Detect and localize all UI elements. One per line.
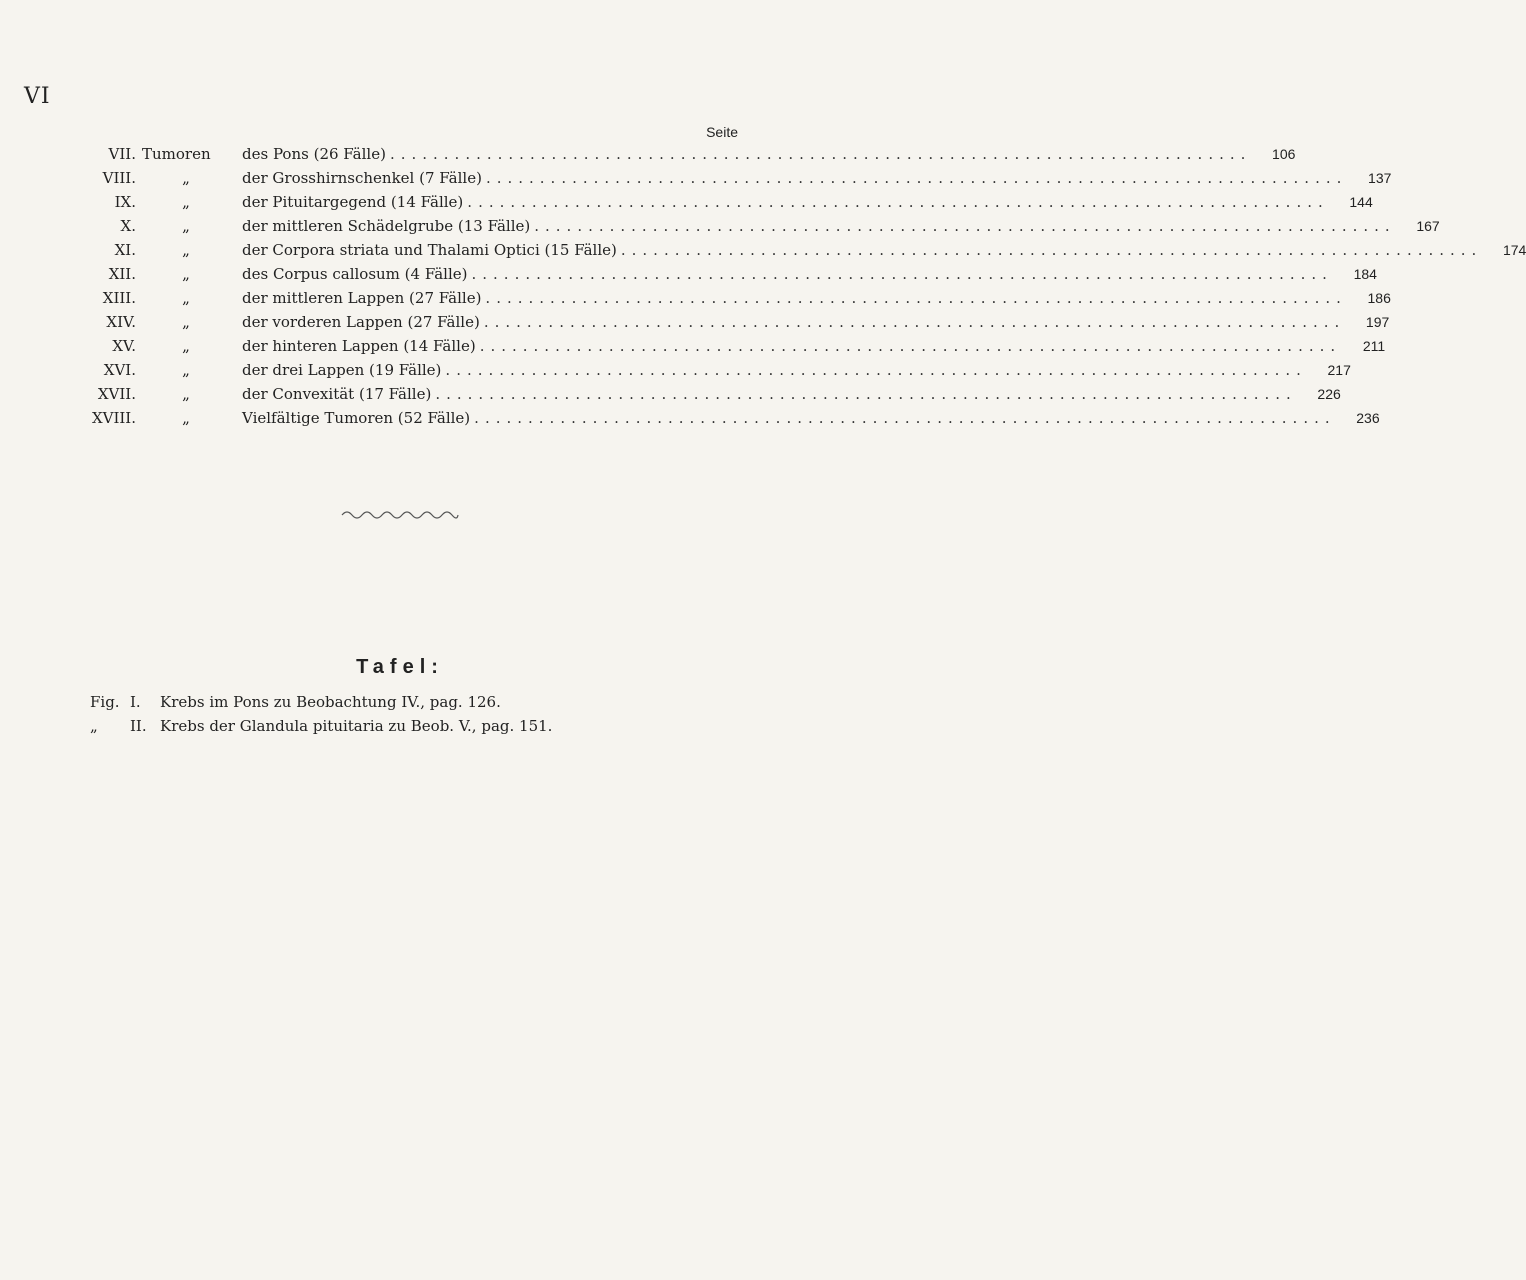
toc-number: XI. (114, 241, 136, 259)
toc-row (62, 262, 1377, 286)
toc-page-number: 186 (1367, 290, 1391, 306)
toc-prefix: „ (182, 313, 190, 331)
page-number: VI (24, 84, 51, 109)
figure-label: Fig. (90, 693, 120, 711)
tafel-heading: Tafel: (356, 656, 444, 678)
toc-prefix: Tumoren (142, 145, 211, 163)
figure-list (90, 690, 552, 738)
toc-page-number: 197 (1365, 314, 1390, 330)
toc-page-number: 184 (1353, 266, 1377, 282)
toc-prefix: „ (182, 217, 190, 235)
toc-title: der vorderen Lappen (27 Fälle) (242, 313, 480, 331)
toc-number: XIV. (106, 313, 136, 331)
toc-row (62, 406, 1380, 430)
toc-prefix: „ (182, 385, 190, 403)
toc-number: XIII. (102, 289, 136, 307)
toc-page-number: 137 (1368, 170, 1392, 186)
figure-caption: Krebs im Pons zu Beobachtung IV., pag. 126. (160, 693, 501, 711)
figure-number: II. (130, 717, 147, 735)
toc-number: X. (120, 217, 136, 235)
toc-title: der Pituitargegend (14 Fälle) (242, 193, 464, 211)
toc-page-number: 106 (1272, 146, 1296, 162)
toc-title: des Pons (26 Fälle) (242, 145, 386, 163)
toc-row (62, 286, 1391, 310)
toc-row (62, 310, 1390, 334)
toc-page-number: 167 (1416, 218, 1440, 234)
toc-prefix: „ (182, 409, 190, 427)
dot-leader: ................................................................................ (485, 289, 1347, 307)
dot-leader: ................................................................................ (534, 217, 1396, 235)
figure-item (90, 714, 552, 738)
toc-row (62, 334, 1386, 358)
toc-title: der Convexität (17 Fälle) (242, 385, 432, 403)
toc-row (62, 190, 1373, 214)
dot-leader: ................................................................................ (467, 193, 1329, 211)
toc-prefix: „ (182, 337, 190, 355)
figure-item (90, 690, 552, 714)
ornament-divider-icon (340, 508, 460, 522)
figure-label: „ (90, 717, 98, 735)
seite-label: Seite (706, 124, 738, 140)
toc-row (62, 358, 1351, 382)
dot-leader: ................................................................................ (479, 337, 1342, 355)
toc-row (62, 166, 1392, 190)
toc-title: der Grosshirnschenkel (7 Fälle) (242, 169, 482, 187)
toc-prefix: „ (182, 193, 190, 211)
dot-leader: ................................................................................ (474, 409, 1336, 427)
toc-title: Vielfältige Tumoren (52 Fälle) (242, 409, 471, 427)
toc-row (62, 382, 1341, 406)
dot-leader: ................................................................................ (485, 169, 1348, 187)
dot-leader: ................................................................................ (445, 361, 1307, 379)
toc-page-number: 144 (1349, 194, 1373, 210)
toc-title: der hinteren Lappen (14 Fälle) (242, 337, 476, 355)
toc-page-number: 217 (1327, 362, 1351, 378)
toc-prefix: „ (182, 169, 190, 187)
dot-leader: ................................................................................ (483, 313, 1346, 331)
toc-title: des Corpus callosum (4 Fälle) (242, 265, 468, 283)
figure-number: I. (130, 693, 141, 711)
toc-prefix: „ (182, 289, 190, 307)
toc-page-number: 174 (1502, 242, 1526, 258)
dot-leader: ................................................................................ (435, 385, 1297, 403)
toc-number: VIII. (102, 169, 136, 187)
toc-title: der drei Lappen (19 Fälle) (242, 361, 442, 379)
toc-number: XII. (108, 265, 136, 283)
toc-row (62, 238, 1526, 262)
toc-row (62, 214, 1440, 238)
dot-leader: ................................................................................ (471, 265, 1333, 283)
table-of-contents (62, 142, 1526, 430)
toc-number: XVII. (97, 385, 136, 403)
toc-number: XVIII. (91, 409, 136, 427)
toc-title: der mittleren Lappen (27 Fälle) (242, 289, 482, 307)
toc-prefix: „ (182, 241, 190, 259)
dot-leader: ................................................................................ (620, 241, 1483, 259)
toc-number: XVI. (103, 361, 136, 379)
toc-title: der Corpora striata und Thalami Optici (15 Fälle) (242, 241, 617, 259)
figure-caption: Krebs der Glandula pituitaria zu Beob. V., pag. 151. (160, 717, 553, 735)
toc-row (62, 142, 1296, 166)
toc-number: XV. (112, 337, 136, 355)
toc-page-number: 211 (1362, 338, 1386, 354)
toc-title: der mittleren Schädelgrube (13 Fälle) (242, 217, 531, 235)
toc-page-number: 226 (1317, 386, 1341, 402)
dot-leader: ................................................................................ (389, 145, 1252, 163)
toc-page-number: 236 (1356, 410, 1380, 426)
toc-prefix: „ (182, 265, 190, 283)
toc-number: IX. (114, 193, 136, 211)
toc-prefix: „ (182, 361, 190, 379)
toc-number: VII. (108, 145, 136, 163)
